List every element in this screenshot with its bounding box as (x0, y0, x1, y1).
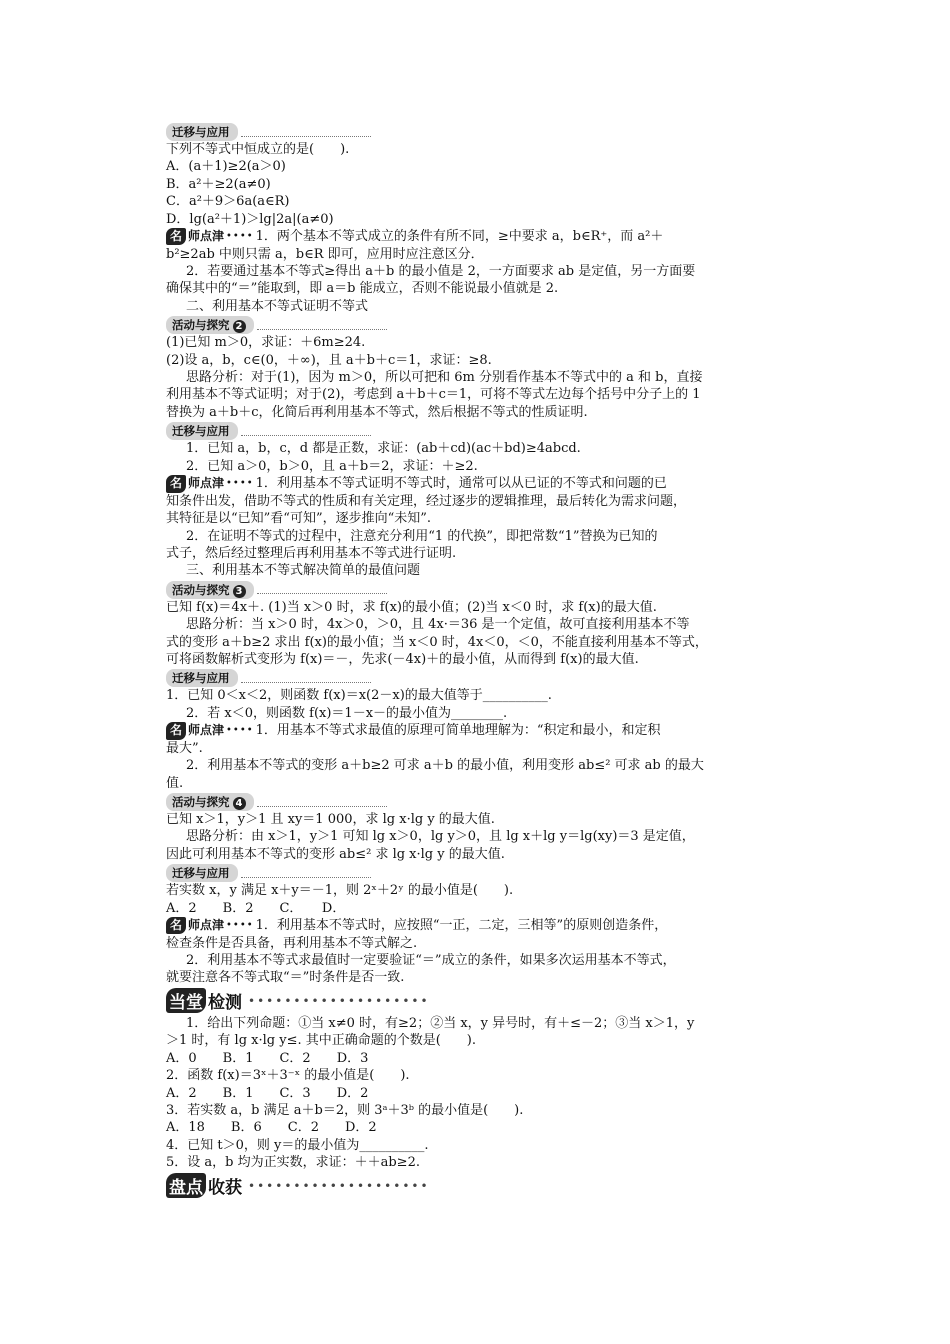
body-text: 已知 x＞1，y＞1 且 xy＝1 000，求 lg x·lg y 的最大值. (166, 812, 495, 828)
teacher-note: 名 师点津 •••• 1．利用基本不等式时，应按照“一正，二定，三相等”的原则创造条件， (166, 917, 826, 935)
section-tag-activity: 活动与探究 2 (166, 316, 826, 334)
body-text: 思路分析：当 x＞0 时，4x＞0，＞0，且 4x·＝36 是一个定值，故可直接利用基本不等 (186, 617, 690, 633)
body-text: 式的变形 a＋b≥2 求出 f(x)的最小值；当 x＜0 时，4x＜0，＜0，不能直接利用基本不等式， (166, 634, 708, 650)
body-text: 已知 f(x)＝4x＋. (1)当 x＞0 时，求 f(x)的最小值；(2)当 x＜0 时，求 f(x)的最大值. (166, 599, 657, 615)
section-tag-transfer: 迁移与应用 (166, 864, 826, 882)
body-text: 可将函数解析式变形为 f(x)＝－，先求(－4x)＋的最小值，从而得到 f(x)的最大值. (166, 651, 639, 667)
test-question: 1．给出下列命题：①当 x≠0 时，有≥2；②当 x，y 异号时，有＋≤－2；③当 x＞1，y (186, 1015, 695, 1031)
body-text: 替换为 a＋b＋c，化简后再利用基本不等式，然后根据不等式的性质证明. (166, 404, 588, 420)
body-text: 因此可利用基本不等式的变形 ab≤² 求 lg x·lg y 的最大值. (166, 846, 505, 862)
section-tag-transfer: 迁移与应用 (166, 123, 826, 141)
section-banner-summary: 盘点 收获 •••••••••••••••••••• (166, 1174, 826, 1198)
note-text: 2．在证明不等式的过程中，注意充分利用“1 的代换”，即把常数“1”替换为已知的 (186, 528, 658, 544)
test-question: 3．若实数 a，b 满足 a＋b＝2，则 3ᵃ＋3ᵇ 的最小值是( ). (166, 1102, 524, 1118)
section-heading: 二、利用基本不等式证明不等式 (186, 298, 369, 314)
note-text: 其特征是以“已知”看“可知”，逐步推向“未知”. (166, 511, 432, 527)
body-text: 利用基本不等式证明；对于(2)，考虑到 a＋b＋c＝1，可将不等式左边每个括号中分子上的 1 (166, 387, 701, 403)
note-text: 式子，然后经过整理后再利用基本不等式进行证明. (166, 545, 457, 561)
section-banner-check: 当堂 检测 •••••••••••••••••••• (166, 989, 826, 1013)
teacher-note: 名 师点津 •••• 1．两个基本不等式成立的条件有所不同，≥中要求 a，b∈R⁺，而 a²＋ (166, 228, 826, 246)
note-text: 确保其中的“＝”能取到，即 a＝b 能成立，否则不能说最小值就是 2. (166, 281, 559, 297)
question-text: 1．已知 a，b，c，d 都是正数，求证：(ab＋cd)(ac＋bd)≥4abcd. (186, 441, 581, 457)
body-text: (1)已知 m＞0，求证：＋6m≥24. (166, 335, 366, 351)
option-d: D．lg(a²＋1)＞lg|2a|(a≠0) (166, 211, 334, 227)
question-text: 下列不等式中恒成立的是( ). (166, 142, 350, 157)
question-text: 2．已知 a＞0，b＞0，且 a＋b＝2，求证：＋≥2. (186, 458, 478, 474)
teacher-note: 名 师点津 •••• 1．用基本不等式求最值的原理可简单地理解为：“积定和最小，和定积 (166, 722, 826, 740)
question-text: 若实数 x，y 满足 x＋y＝－1，则 2ˣ＋2ʸ 的最小值是( ). (166, 883, 514, 899)
option-b: B．a²＋≥2(a≠0) (166, 176, 271, 192)
note-text: 就要注意各不等式取“＝”时条件是否一致. (166, 970, 405, 986)
note-text: 知条件出发，借助不等式的性质和有关定理，经过逐步的逻辑推理，最后转化为需求问题， (166, 493, 687, 509)
test-question: 5．设 a，b 均为正实数，求证：＋＋ab≥2. (166, 1155, 420, 1171)
option-a: A．(a＋1)≥2(a＞0) (166, 159, 286, 175)
note-text: 2．利用基本不等式的变形 a＋b≥2 可求 a＋b 的最小值，利用变形 ab≤² 可求 ab 的最大 (186, 758, 704, 774)
section-tag-transfer: 迁移与应用 (166, 422, 826, 440)
question-text: 1．已知 0＜x＜2，则函数 f(x)＝x(2－x)的最大值等于__________. (166, 688, 552, 704)
test-question: 4．已知 t＞0，则 y＝的最小值为__________. (166, 1137, 429, 1153)
teacher-note-tag: 名 师点津 •••• (166, 228, 254, 245)
section-tag-activity: 活动与探究 3 (166, 581, 826, 599)
test-question: ＞1 时，有 lg x·lg y≤. 其中正确命题的个数是( ). (166, 1033, 477, 1049)
note-text: 最大”. (166, 740, 203, 756)
test-question: 2．函数 f(x)＝3ˣ＋3⁻ˣ 的最小值是( ). (166, 1068, 410, 1084)
options-line: A．2 B．1 C．3 D．2 (166, 1085, 369, 1101)
body-text: 思路分析：由 x＞1，y＞1 可知 lg x＞0，lg y＞0，且 lg x＋lg y＝lg(xy)＝3 是定值， (186, 829, 695, 845)
options-line: A．0 B．1 C．2 D．3 (166, 1050, 369, 1066)
note-text: 检查条件是否具备，再利用基本不等式解之. (166, 935, 418, 951)
question-text: 2．若 x＜0，则函数 f(x)＝1－x－的最小值为________. (186, 705, 508, 721)
note-text: 值. (166, 775, 184, 791)
note-text: 2．若要通过基本不等式≥得出 a＋b 的最小值是 2，一方面要求 ab 是定值，另一方面要 (186, 264, 696, 280)
section-heading: 三、利用基本不等式解决简单的最值问题 (186, 563, 421, 579)
body-text: (2)设 a，b，c∈(0，＋∞)，且 a＋b＋c＝1，求证：≥8. (166, 352, 492, 368)
options-line: A．18 B．6 C．2 D．2 (166, 1120, 377, 1136)
note-text: b²≥2ab 中则只需 a，b∈R 即可，应用时应注意区分． (166, 246, 484, 262)
section-tag-transfer: 迁移与应用 (166, 669, 826, 687)
option-c: C．a²＋9＞6a(a∈R) (166, 194, 290, 210)
section-tag-activity: 活动与探究 4 (166, 793, 826, 811)
teacher-note: 名 师点津 •••• 1．利用基本不等式证明不等式时，通常可以从已证的不等式和问题的已 (166, 475, 826, 493)
options-line: A．2 B．2 C． D． (166, 900, 346, 916)
document-page (166, 122, 826, 1200)
body-text: 思路分析：对于(1)，因为 m＞0，所以可把和 6m 分别看作基本不等式中的 a 和 b，直接 (186, 370, 703, 386)
note-text: 2．利用基本不等式求最值时一定要验证“＝”成立的条件，如果多次运用基本不等式， (186, 953, 676, 969)
